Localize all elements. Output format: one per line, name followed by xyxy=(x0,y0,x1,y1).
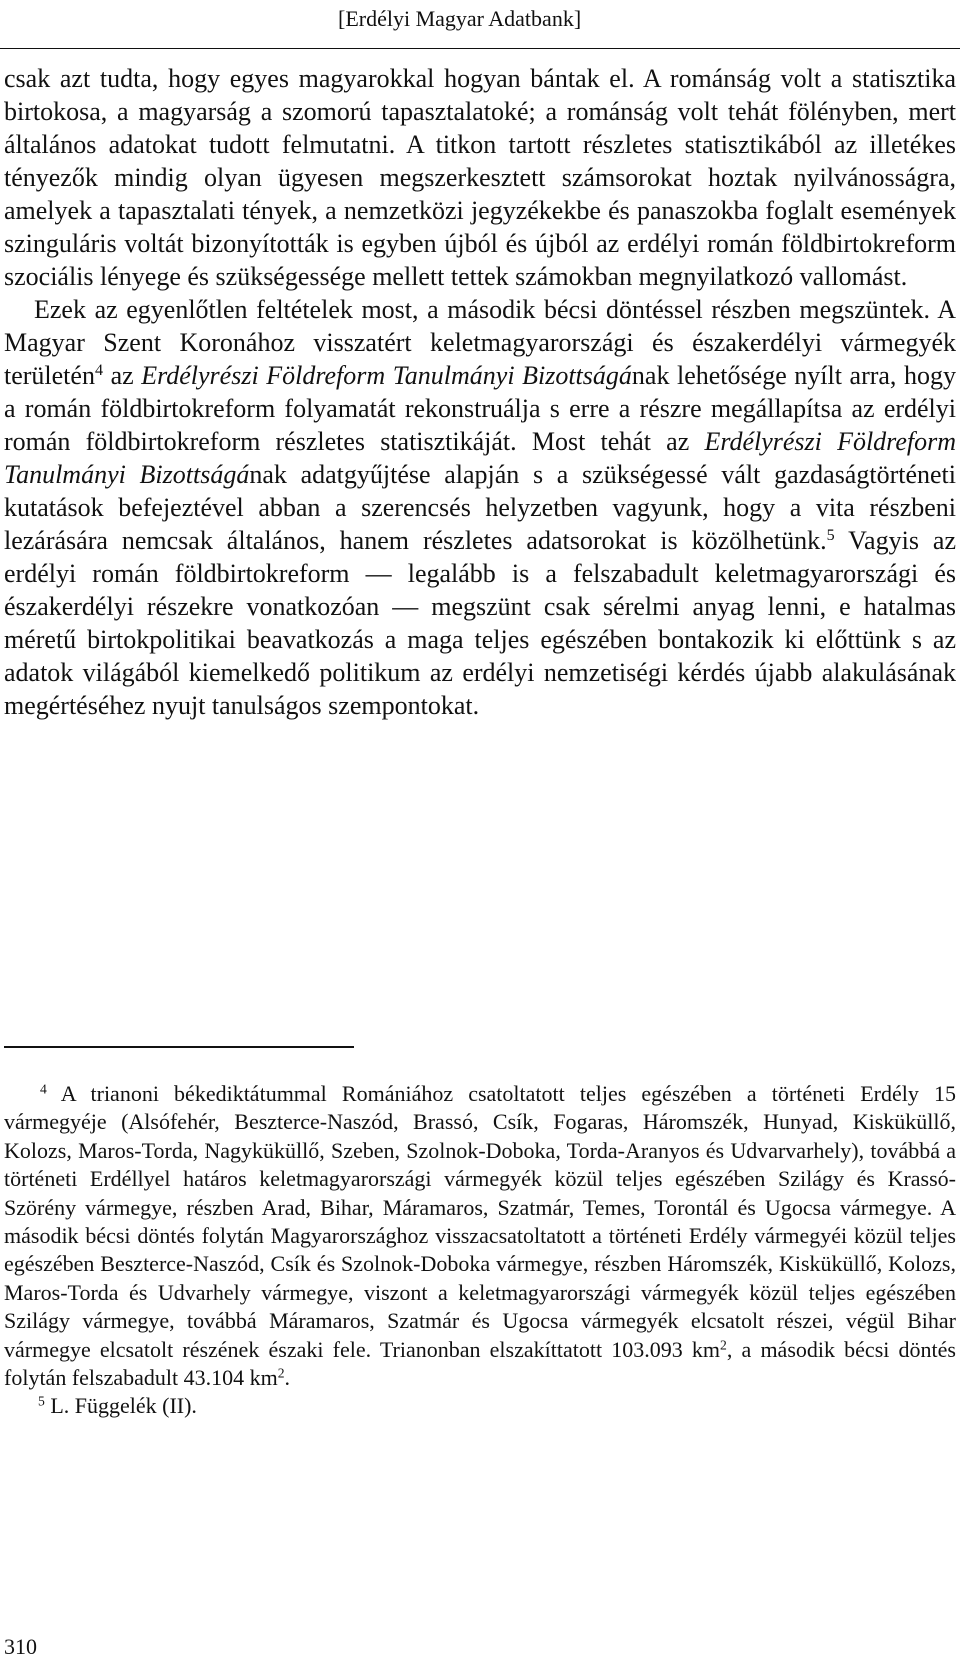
footnote-4-number: 4 xyxy=(40,1081,47,1097)
paragraph-2-text-b: az xyxy=(103,361,142,390)
footnote-4-text-a: A trianoni békediktátummal Romániához csatoltatott teljes egészében a történeti Erdély 15 vármegyéje (Alsófehér, Beszterce-Naszód, Brassó, Csík, Fogaras, Háromszék, Hunyad, Kisküküllő, Kolozs, Maros-Torda, Nagyküküllő, Szeben, Szolnok-Doboka, Torda-Aranyos és Udvarvarhely), továbbá a történeti Erdéllyel határos keletmagyarországi vármegyék közül teljes egészében Szilágy és Krassó-Szörény vármegye, részben Arad, Bihar, Máramaros, Szatmár, Temes, Torontál és Ugocsa vármegye. A második bécsi döntés folytán Magyarországhoz visszacsatoltatott a történeti Erdély vármegyéi közül teljes egészében Beszterce-Naszód, Csík és Szolnok-Doboka vármegye, részben Háromszék, Kisküküllő, Kolozs, Maros-Torda és Udvarhely vármegye, viszont a keletmagyarországi vármegyék közül teljes egészében Szilágy vármegye, továbbá Máramaros, Szatmár és Ugocsa vármegyék elcsatolt részei, végül Bihar vármegye elcsatolt részének északi fele. Trianonban elszakíttatott 103.093 km xyxy=(4,1081,956,1362)
paragraph-2-text-d: nak adatgyűjtése alapján s a szükségessé vált gazdaságtörténeti kutatások befejeztével abban a szerencsés helyzetben vagyunk, hogy a vita részbeni lezárására nemcsak általános, hanem részletes adatsorokat is közölhetünk. xyxy=(4,460,956,555)
main-text xyxy=(4,62,956,722)
paragraph-1-text: csak azt tudta, hogy egyes magyarokkal hogyan bántak el. A románság volt a statisztika birtokosa, a magyarság a szomorú tapasztalatoké; a románság volt tehát fölényben, mert általános adatokat tudott felmutatni. A titkon tartott részletes statisztikából az illetékes tényezők mindig olyan ügyesen megszerkesztett számsorokat hoztak nyilvánosságra, amelyek a tapasztalati tények, a nemzetközi jegyzékekbe és panaszokba foglalt események szinguláris voltát bizonyították is egyben újból és újból az erdélyi román földbirtokreform szociális lényege és szükségessége mellett tettek számokban megnyilatkozó vallomást. xyxy=(4,64,956,291)
paragraph-2 xyxy=(4,293,956,722)
paragraph-1 xyxy=(4,62,956,293)
footnote-4-text-b: , a második bécsi döntés folytán felszabadult 43.104 km xyxy=(4,1336,956,1391)
footnote-divider xyxy=(4,1046,354,1048)
committee-name-italic-1: Erdélyrészi Földreform Tanulmányi Bizottságá xyxy=(141,361,632,390)
square-superscript-1: 2 xyxy=(720,1337,727,1353)
paragraph-2-text-a: Ezek az egyenlőtlen feltételek most, a második bécsi döntéssel részben megszüntek. A Magyar Szent Koronához visszatért keletmagyarországi és északerdélyi vármegyék területén xyxy=(4,295,956,390)
paragraph-2-text-c: nak lehetősége nyílt arra, hogy a román földbirtokreform folyamatát rekonstruálja s erre a részre megállapítsa az erdélyi román földbirtokreform részletes statisztikáját. Most tehát az xyxy=(4,361,956,456)
header-divider xyxy=(0,48,960,49)
committee-name-italic-2: Erdélyrészi Földreform Tanulmányi Bizottságá xyxy=(4,427,956,489)
footnotes xyxy=(4,1080,956,1421)
paragraph-2-text-e: Vagyis az erdélyi román földbirtokreform — legalább is a felszabadult keletmagyarországi és északerdélyi részekre vonatkozóan — megszünt csak sérelmi anyag lenni, e hatalmas méretű birtokpolitikai beavatkozás a maga teljes egészében bontakozik ki előttünk s az adatok világából kiemelkedő politikum az erdélyi nemzetiségi kérdés újabb alakulásának megértéséhez nyujt tanulságos szempontokat. xyxy=(4,526,956,720)
footnote-5-text: L. Függelék (II). xyxy=(44,1393,197,1419)
square-superscript-2: 2 xyxy=(277,1365,285,1381)
source-header: [Erdélyi Magyar Adatbank] xyxy=(338,6,582,31)
footnote-ref-4[interactable]: 4 xyxy=(94,362,104,380)
footnote-5 xyxy=(4,1392,956,1420)
footnote-5-number: 5 xyxy=(38,1393,45,1409)
footnote-ref-5[interactable]: 5 xyxy=(826,527,835,545)
footnote-4-text-c: . xyxy=(284,1365,291,1391)
page-number: 310 xyxy=(4,1634,37,1659)
footnote-4 xyxy=(4,1080,956,1392)
